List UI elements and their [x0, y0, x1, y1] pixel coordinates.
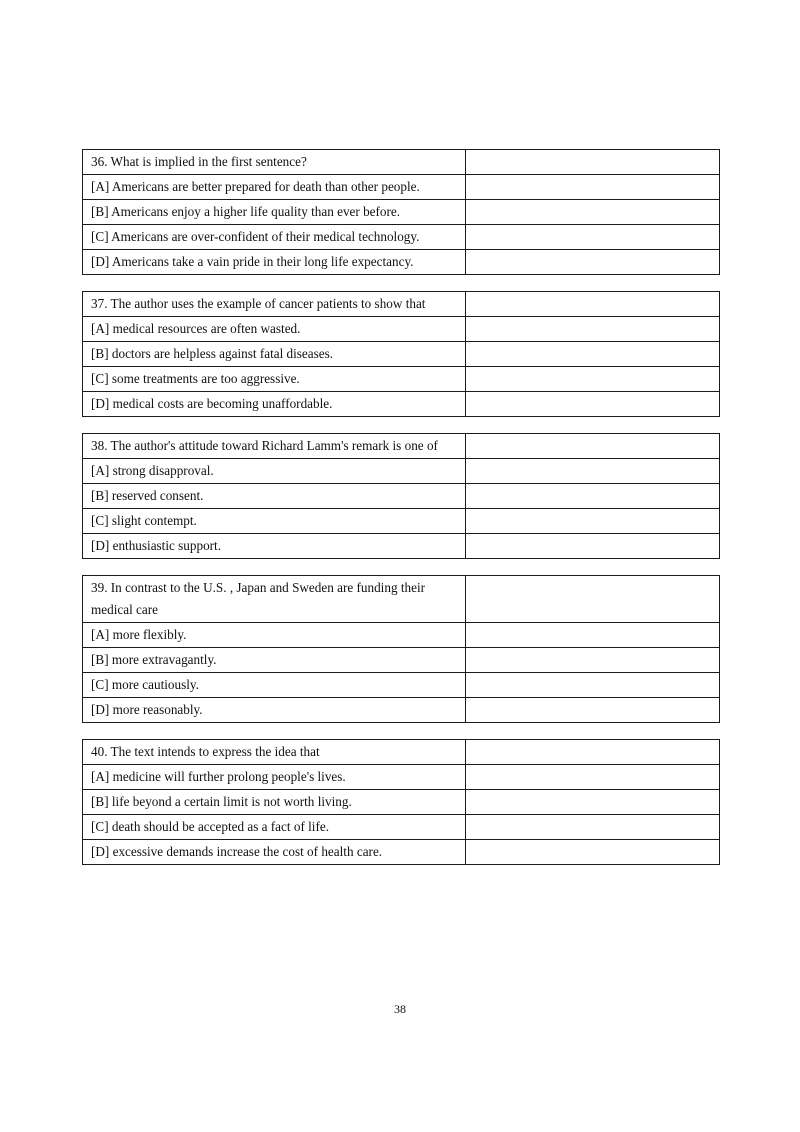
option-text: [A] medicine will further prolong people's lives.	[83, 765, 466, 790]
answer-cell[interactable]	[466, 509, 720, 534]
option-text: [D] excessive demands increase the cost of health care.	[83, 840, 466, 865]
option-row	[83, 765, 720, 790]
option-row	[83, 225, 720, 250]
answer-cell[interactable]	[466, 342, 720, 367]
option-text: [B] Americans enjoy a higher life quality than ever before.	[83, 200, 466, 225]
answer-cell[interactable]	[466, 623, 720, 648]
option-text: [C] slight contempt.	[83, 509, 466, 534]
option-row	[83, 790, 720, 815]
question-table	[82, 149, 720, 275]
answer-cell[interactable]	[466, 292, 720, 317]
answer-cell[interactable]	[466, 434, 720, 459]
question-stem-row	[83, 576, 720, 623]
question-stem-row	[83, 292, 720, 317]
option-row	[83, 200, 720, 225]
option-text: [D] more reasonably.	[83, 698, 466, 723]
option-text: [A] more flexibly.	[83, 623, 466, 648]
option-text: [A] strong disapproval.	[83, 459, 466, 484]
answer-cell[interactable]	[466, 673, 720, 698]
answer-cell[interactable]	[466, 576, 720, 623]
option-row	[83, 509, 720, 534]
answer-cell[interactable]	[466, 840, 720, 865]
option-text: [B] life beyond a certain limit is not worth living.	[83, 790, 466, 815]
answer-cell[interactable]	[466, 815, 720, 840]
option-row	[83, 250, 720, 275]
option-row	[83, 367, 720, 392]
option-row	[83, 342, 720, 367]
option-text: [D] enthusiastic support.	[83, 534, 466, 559]
question-stem: 40. The text intends to express the idea that	[83, 740, 466, 765]
answer-cell[interactable]	[466, 534, 720, 559]
question-stem: 36. What is implied in the first sentence?	[83, 150, 466, 175]
answer-cell[interactable]	[466, 459, 720, 484]
option-text: [D] Americans take a vain pride in their long life expectancy.	[83, 250, 466, 275]
question-stem: 37. The author uses the example of cancer patients to show that	[83, 292, 466, 317]
answer-cell[interactable]	[466, 367, 720, 392]
question-table	[82, 433, 720, 559]
option-text: [B] more extravagantly.	[83, 648, 466, 673]
option-row	[83, 815, 720, 840]
answer-cell[interactable]	[466, 150, 720, 175]
question-stem-row	[83, 740, 720, 765]
question-stem-row	[83, 434, 720, 459]
option-text: [A] Americans are better prepared for death than other people.	[83, 175, 466, 200]
option-row	[83, 648, 720, 673]
answer-cell[interactable]	[466, 740, 720, 765]
option-text: [C] death should be accepted as a fact of life.	[83, 815, 466, 840]
option-row	[83, 840, 720, 865]
question-stem: 39. In contrast to the U.S. , Japan and Sweden are funding their medical care	[83, 576, 466, 623]
option-text: [D] medical costs are becoming unaffordable.	[83, 392, 466, 417]
question-table	[82, 291, 720, 417]
option-text: [B] doctors are helpless against fatal diseases.	[83, 342, 466, 367]
question-stem-row	[83, 150, 720, 175]
question-table	[82, 739, 720, 865]
option-row	[83, 392, 720, 417]
answer-cell[interactable]	[466, 698, 720, 723]
option-row	[83, 698, 720, 723]
answer-cell[interactable]	[466, 175, 720, 200]
answer-cell[interactable]	[466, 765, 720, 790]
answer-cell[interactable]	[466, 250, 720, 275]
answer-cell[interactable]	[466, 317, 720, 342]
answer-cell[interactable]	[466, 484, 720, 509]
answer-cell[interactable]	[466, 392, 720, 417]
option-text: [B] reserved consent.	[83, 484, 466, 509]
answer-cell[interactable]	[466, 790, 720, 815]
option-row	[83, 484, 720, 509]
question-stem: 38. The author's attitude toward Richard Lamm's remark is one of	[83, 434, 466, 459]
option-row	[83, 317, 720, 342]
question-list	[82, 149, 719, 881]
option-row	[83, 459, 720, 484]
answer-cell[interactable]	[466, 225, 720, 250]
page-number: 38	[394, 1002, 406, 1016]
option-text: [C] more cautiously.	[83, 673, 466, 698]
answer-cell[interactable]	[466, 648, 720, 673]
option-text: [A] medical resources are often wasted.	[83, 317, 466, 342]
option-row	[83, 175, 720, 200]
option-row	[83, 623, 720, 648]
option-row	[83, 534, 720, 559]
answer-cell[interactable]	[466, 200, 720, 225]
option-text: [C] Americans are over-confident of their medical technology.	[83, 225, 466, 250]
option-text: [C] some treatments are too aggressive.	[83, 367, 466, 392]
option-row	[83, 673, 720, 698]
question-table	[82, 575, 720, 723]
